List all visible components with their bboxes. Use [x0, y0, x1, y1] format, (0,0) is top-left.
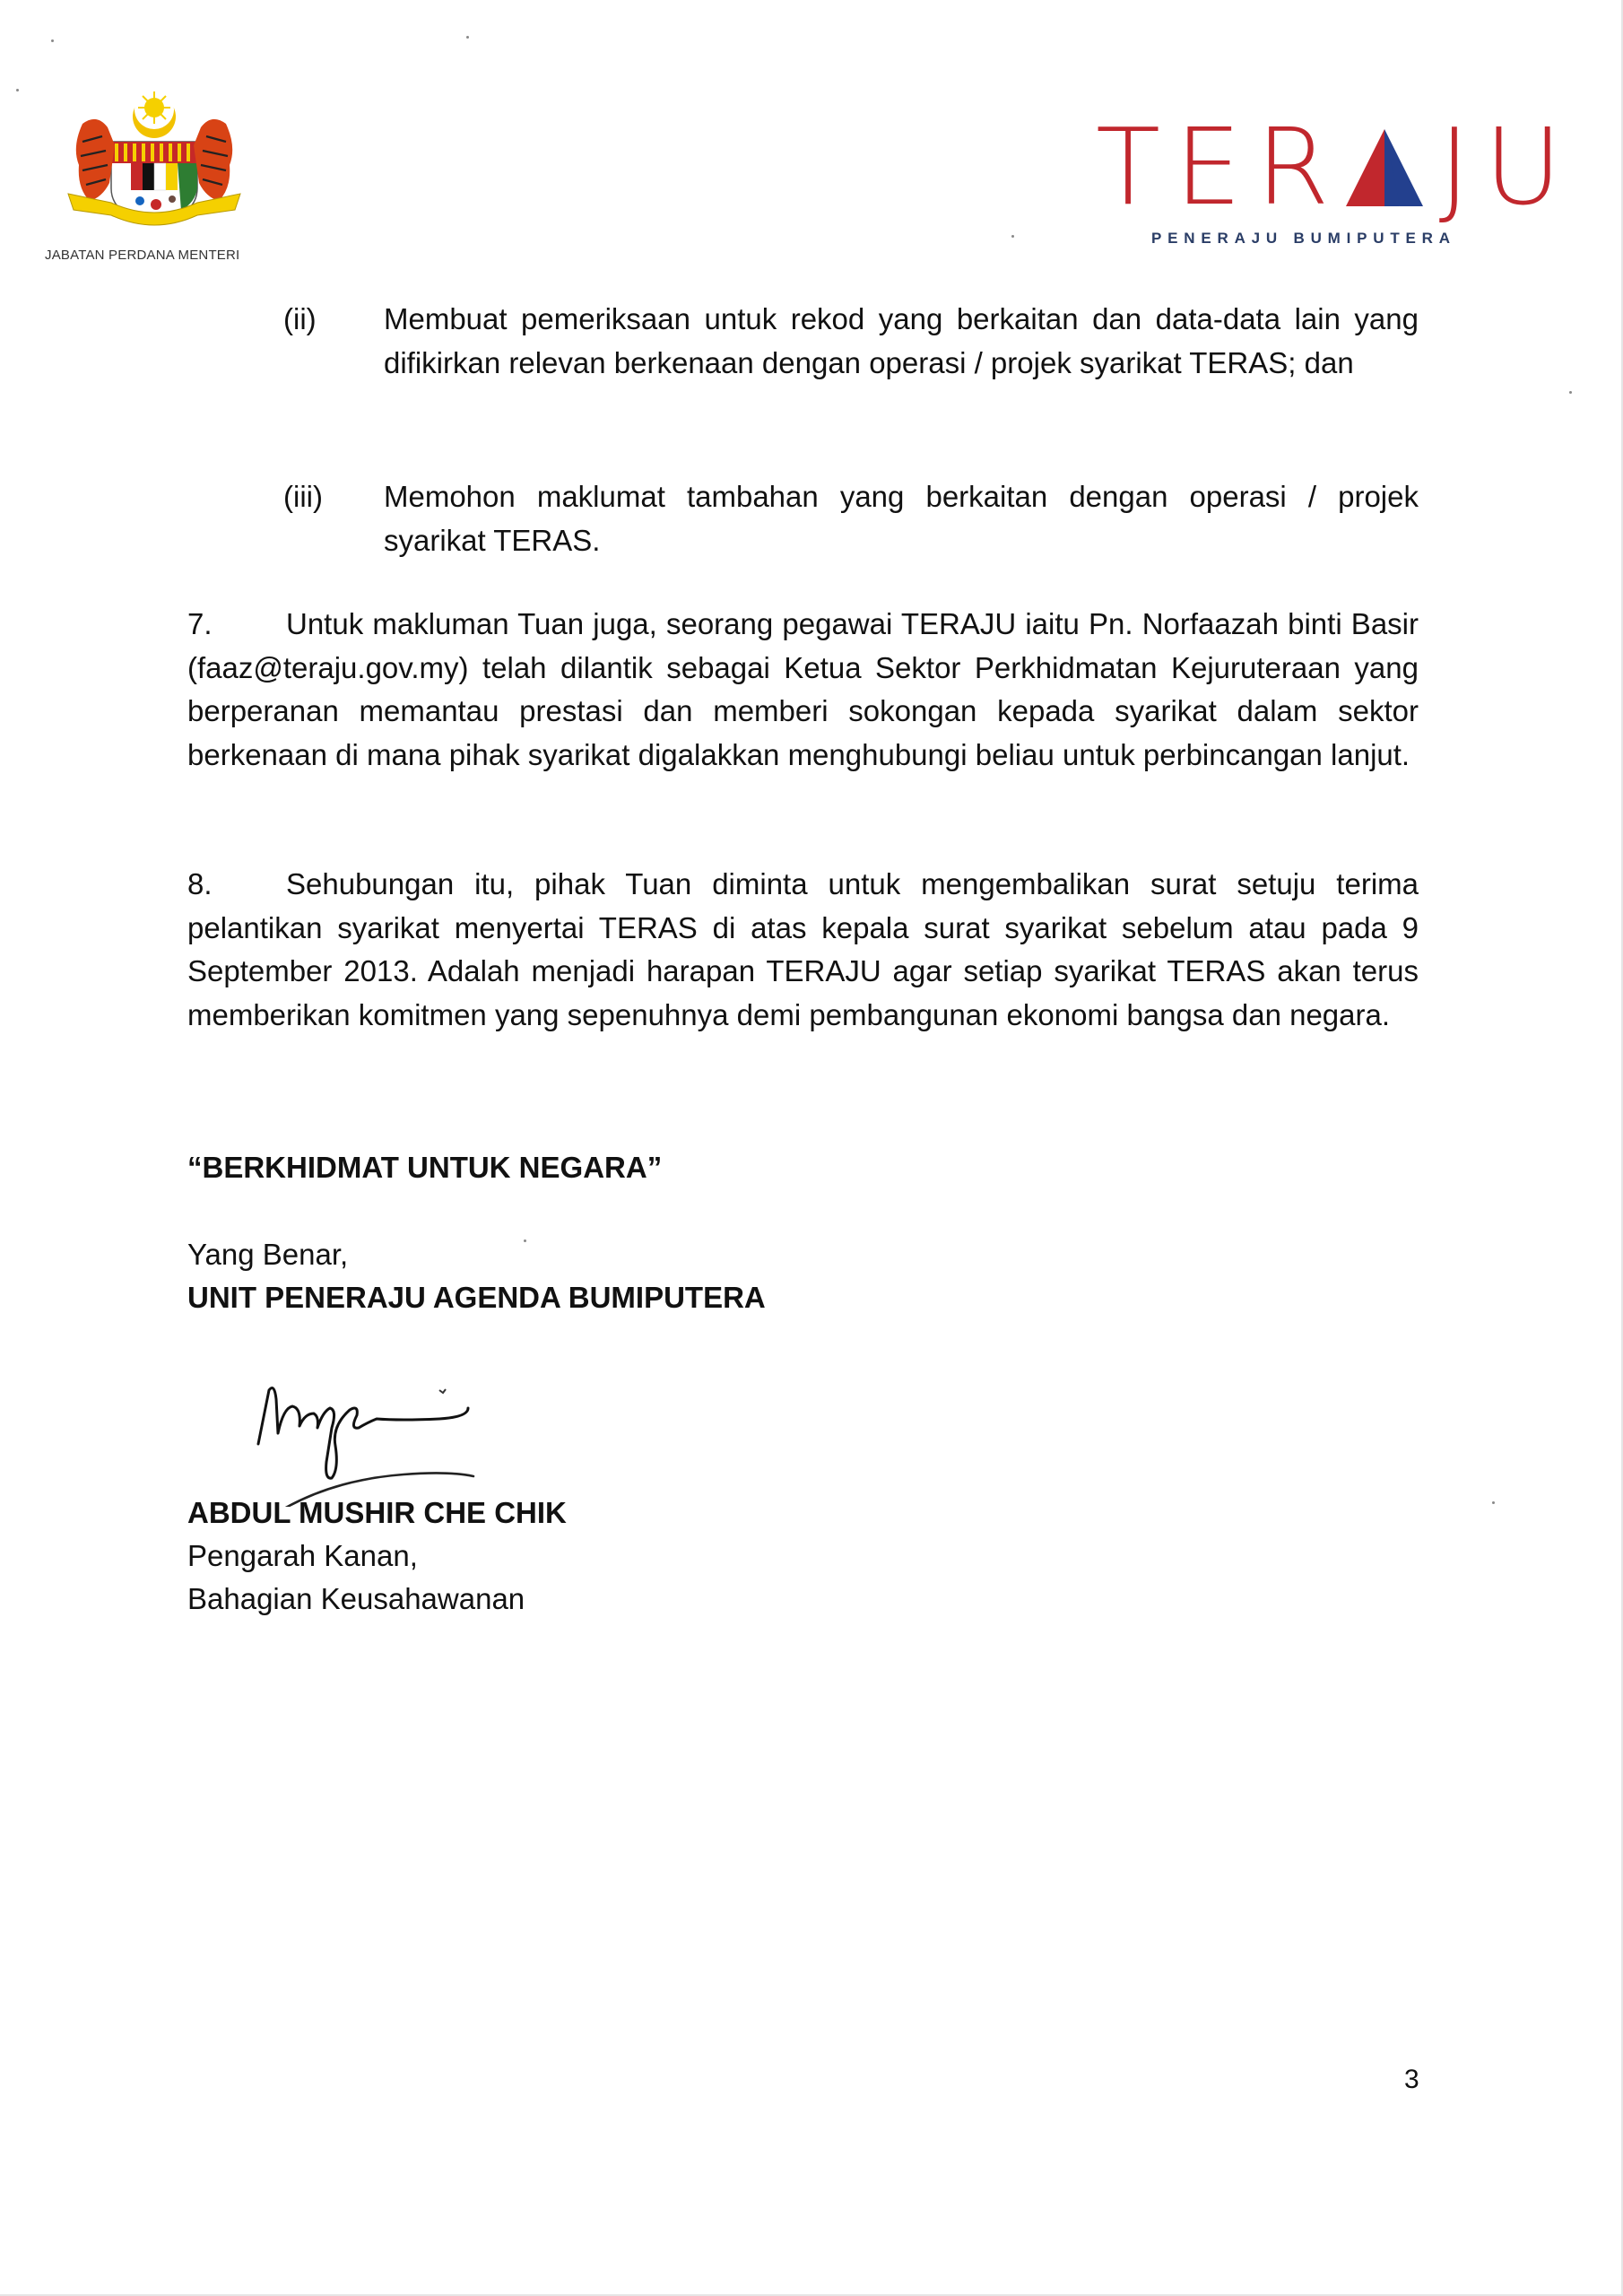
paragraph — [187, 603, 1419, 777]
paragraph-number: 8. — [187, 867, 213, 900]
sub-item — [283, 298, 1419, 432]
sub-item — [283, 475, 1419, 565]
scan-speck — [524, 1239, 526, 1242]
closing-salutation: Yang Benar, — [187, 1238, 349, 1271]
scan-speck — [16, 89, 19, 91]
scan-speck — [466, 36, 469, 39]
paragraph-number: 7. — [187, 607, 213, 640]
coat-of-arms-icon — [56, 90, 253, 233]
scan-speck — [1569, 391, 1572, 394]
signer-division: Bahagian Keusahawanan — [187, 1582, 525, 1615]
scan-speck — [1492, 1501, 1495, 1504]
teraju-logo — [1096, 105, 1576, 229]
logo-text-prefix: TER — [1096, 105, 1344, 229]
department-name: JABATAN PERDANA MENTERI — [45, 248, 240, 263]
signer-title: Pengarah Kanan, — [187, 1539, 418, 1572]
signature-icon — [224, 1363, 547, 1507]
signer-name: ABDUL MUSHIR CHE CHIK — [187, 1496, 567, 1529]
scan-speck — [51, 39, 54, 42]
sub-item-text: Membuat pemeriksaan untuk rekod yang berkaitan dan data-data lain yang difikirkan relevan berkenaan dengan operasi / projek syarikat TERAS; dan — [384, 302, 1419, 379]
paragraph — [187, 863, 1419, 1037]
logo-text-suffix: JU — [1438, 105, 1576, 229]
unit-name: UNIT PENERAJU AGENDA BUMIPUTERA — [187, 1281, 766, 1314]
paragraph-text: Untuk makluman Tuan juga, seorang pegawai TERAJU iaitu Pn. Norfaazah binti Basir (faaz@teraju.gov.my) telah dilantik sebagai Ketua Sektor Perkhidmatan Kejuruteraan yang berperanan memantau prestasi dan memberi sokongan kepada syarikat dalam sektor berkenaan di mana pihak syarikat digalakkan menghubungi beliau untuk perbincangan lanjut. — [187, 607, 1419, 771]
sub-item-marker: (ii) — [283, 302, 317, 335]
paragraph-text: Sehubungan itu, pihak Tuan diminta untuk mengembalikan surat setuju terima pelantikan syarikat menyertai TERAS di atas kepala surat syarikat sebelum atau pada 9 September 2013. Adalah menjadi harapan TERAJU agar setiap syarikat TERAS akan terus memberikan komitmen yang sepenuhnya demi pembangunan ekonomi bangsa dan negara. — [187, 867, 1419, 1031]
scan-speck — [1011, 235, 1014, 238]
logo-tagline: PENERAJU BUMIPUTERA — [1151, 230, 1456, 247]
motto: “BERKHIDMAT UNTUK NEGARA” — [187, 1151, 663, 1184]
sub-item-marker: (iii) — [283, 480, 323, 513]
sub-item-text: Memohon maklumat tambahan yang berkaitan dengan operasi / projek syarikat TERAS. — [384, 480, 1419, 557]
page-number: 3 — [1404, 2065, 1419, 2094]
logo-triangle-icon — [1346, 129, 1423, 206]
